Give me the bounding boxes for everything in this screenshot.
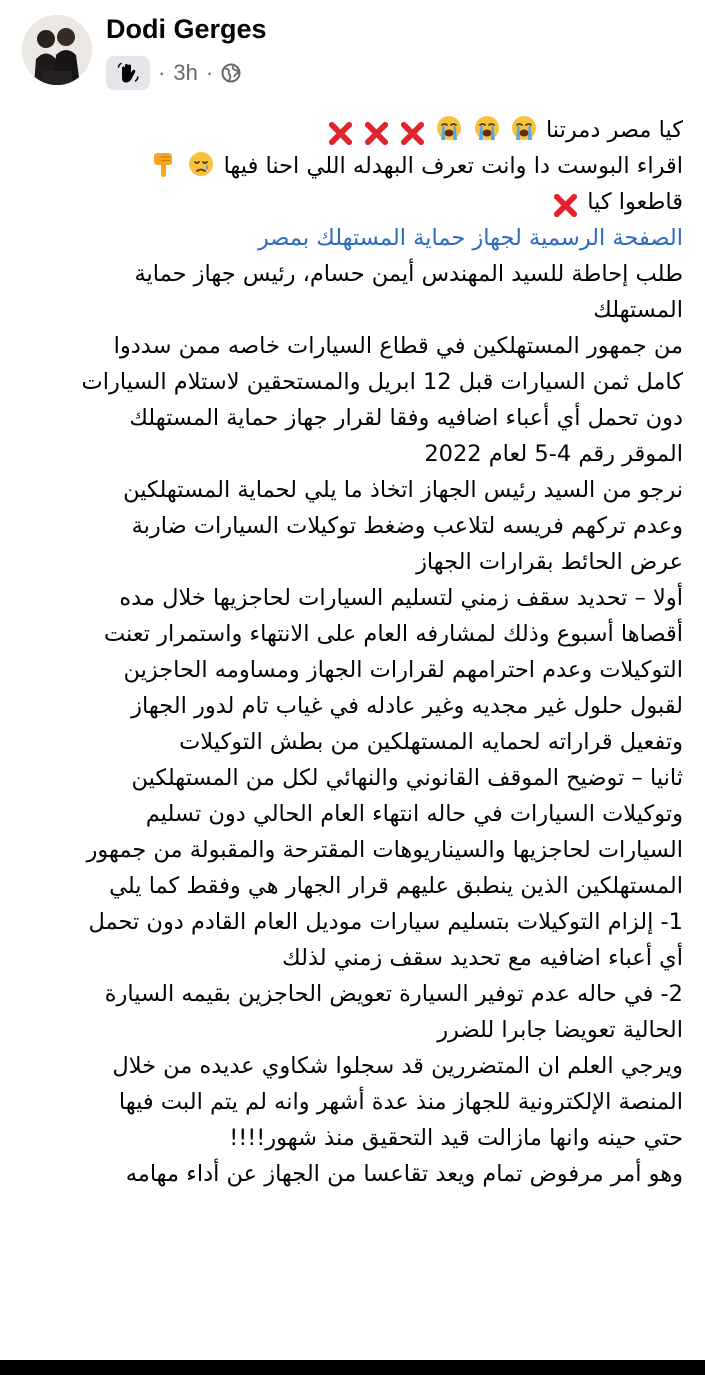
post-line: وتفعيل قراراته لحمايه المستهلكين من بطش التوكيلات [179,729,683,755]
post-line: المستهلكين الذين ينطبق عليهم قرار الجهار هي وفقط كما يلي [109,873,683,899]
backhand-index-pointing-down-icon [150,150,178,189]
post-line: أقصاها أسبوع وذلك لمشارفه العام على الانتهاء واستمرار تعنت [103,621,683,647]
screen-bottom-edge [0,1360,705,1375]
post-line: قاطعوا كيا [15,184,683,220]
post-meta [106,56,241,90]
globe-icon[interactable] [221,63,241,83]
post-line: 2- في حاله عدم توفير السيارة تعويض الحاجزين بقيمه السيارة [104,981,683,1007]
post-line: كيا مصر دمرتنا [15,112,683,148]
post-line: وعدم تركهم فريسه لتلاعب وضغط توكيلات السيارات ضاربة [131,513,683,539]
author-avatar[interactable] [22,15,92,85]
sad-face-icon [187,150,215,189]
post-line: وتوكيلات السيارات في حاله انتهاء العام الحالي دون تسليم [145,801,683,827]
meta-separator: · [205,60,214,85]
post-line: السيارات لحاجزيها والسيناريوهات المقترحة والمقبولة من جمهور [86,837,683,863]
post-line: أولا – تحديد سقف زمني لتسليم السيارات لحاجزيها خلال مده [119,585,683,611]
post-line: ثانيا – توضيح الموقف القانوني والنهائي لكل من المستهلكين [131,765,683,791]
post-line: عرض الحائط بقرارات الجهاز [416,549,683,575]
meta-separator: · [158,60,166,85]
post-line: وهو أمر مرفوض تمام ويعد تقاعسا من الجهاز عن أداء مهامه [125,1161,683,1187]
post-line: 1- إلزام التوكيلات بتسليم سيارات موديل العام القادم دون تحمل [88,909,683,935]
post-line: دون تحمل أي أعباء اضافيه وفقا لقرار جهاز حماية المستهلك [129,405,683,431]
post-line: المنصة الإلكترونية للجهاز منذ عدة أشهر وانه لم يتم البت فيها [118,1089,683,1115]
post-line: التوكيلات وعدم احترامهم لقرارات الجهاز ومساومه الحاجزين [123,657,683,683]
post-time[interactable]: 3h [173,60,198,85]
author-name[interactable]: Dodi Gerges [106,14,267,44]
post-line: الحالية تعويضا جابرا للضرر [437,1017,683,1043]
post-line: المستهلك [593,297,683,323]
consumer-protection-page-link[interactable]: الصفحة الرسمية لجهاز حماية المستهلك بمصر [257,225,683,251]
post-line: حتي حينه وانها مازالت قيد التحقيق منذ شهور!!!! [229,1125,683,1151]
post-line: أي أعباء اضافيه مع تحديد سقف زمني لذلك [282,945,683,971]
post-line: كامل ثمن السيارات قبل 12 ابريل والمستحقين لاستلام السيارات [81,369,683,395]
post-body [15,112,683,1192]
post-line: الموقر رقم 4-5 لعام 2022 [424,441,683,467]
post-line: لقبول حلول غير مجديه وغير عادله في غياب تام لدور الجهاز [131,693,683,719]
post-header [0,0,705,105]
post-line: طلب إحاطة للسيد المهندس أيمن حسام، رئيس جهاز حماية [134,261,683,287]
post-line: من جمهور المستهلكين في قطاع السيارات خاصه ممن سددوا [113,333,683,359]
post-line: اقراء البوست دا وانت تعرف البهدله اللي احنا فيها [15,148,683,184]
post-line: نرجو من السيد رئيس الجهاز اتخاذ ما يلي لحماية المستهلكين [123,477,683,503]
post-line: ويرجي العلم ان المتضررين قد سجلوا شكاوي عديده من خلال [112,1053,683,1079]
waving-hand-icon[interactable] [106,56,150,90]
